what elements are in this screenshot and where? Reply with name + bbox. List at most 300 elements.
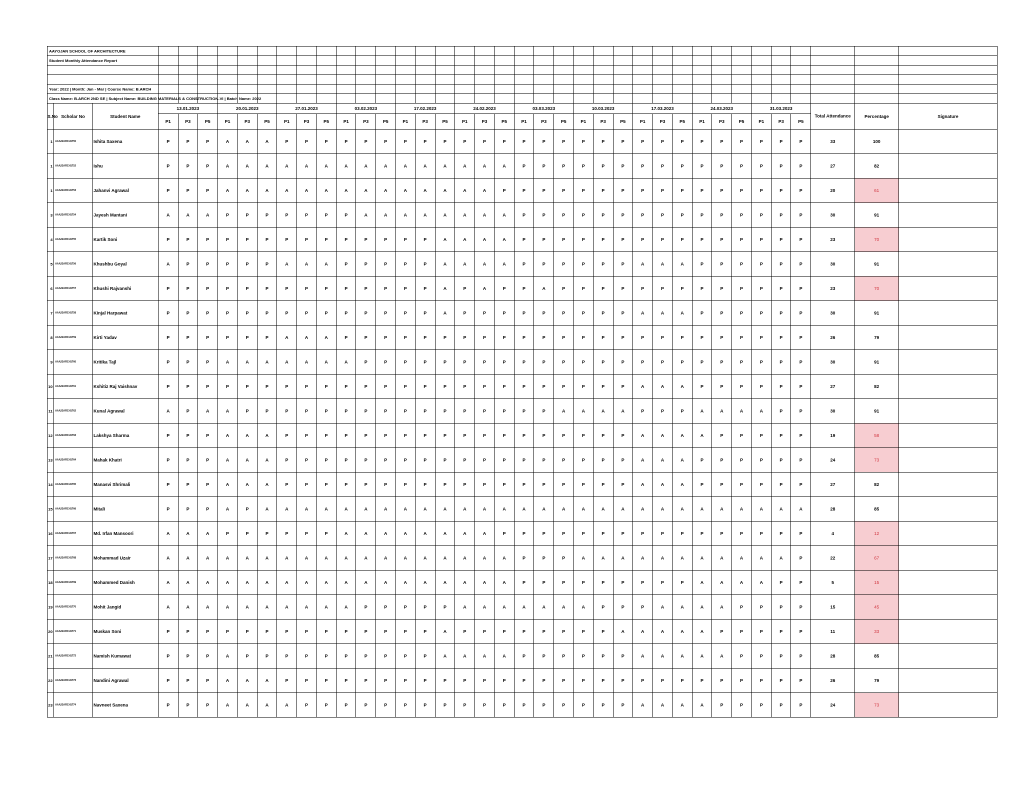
attendance-cell: P bbox=[534, 252, 554, 277]
attendance-cell: A bbox=[415, 521, 435, 546]
scholar-number: AAA22ARCH1774 bbox=[54, 693, 92, 718]
grid-cell bbox=[593, 46, 613, 56]
attendance-cell: A bbox=[237, 546, 257, 571]
total-attendance: 24 bbox=[811, 693, 855, 718]
attendance-cell: P bbox=[376, 252, 396, 277]
attendance-cell: A bbox=[237, 178, 257, 203]
attendance-cell: A bbox=[297, 325, 317, 350]
attendance-cell: A bbox=[218, 472, 238, 497]
attendance-cell: P bbox=[751, 644, 771, 669]
attendance-cell: P bbox=[198, 472, 218, 497]
attendance-cell: P bbox=[198, 693, 218, 718]
total-attendance: 5 bbox=[811, 570, 855, 595]
attendance-cell: P bbox=[613, 448, 633, 473]
attendance-cell: A bbox=[653, 595, 673, 620]
attendance-cell: P bbox=[218, 276, 238, 301]
attendance-cell: P bbox=[475, 350, 495, 375]
attendance-cell: P bbox=[771, 570, 791, 595]
attendance-cell: A bbox=[178, 546, 198, 571]
grid-cell bbox=[475, 46, 495, 56]
attendance-cell: P bbox=[593, 276, 613, 301]
grid-cell bbox=[791, 56, 811, 66]
attendance-cell: P bbox=[277, 301, 297, 326]
attendance-cell: A bbox=[198, 203, 218, 228]
attendance-cell: P bbox=[692, 448, 712, 473]
attendance-cell: A bbox=[712, 595, 732, 620]
period-header: P5 bbox=[791, 114, 811, 130]
grid-cell bbox=[356, 46, 376, 56]
attendance-cell: P bbox=[277, 619, 297, 644]
grid-cell bbox=[732, 84, 752, 94]
attendance-cell: P bbox=[791, 203, 811, 228]
grid-cell bbox=[554, 75, 574, 85]
student-row bbox=[47, 301, 997, 326]
attendance-cell: A bbox=[633, 546, 653, 571]
attendance-cell: A bbox=[415, 546, 435, 571]
attendance-cell: A bbox=[494, 203, 514, 228]
attendance-cell: A bbox=[198, 595, 218, 620]
attendance-cell: A bbox=[435, 570, 455, 595]
attendance-cell: P bbox=[534, 154, 554, 179]
student-row bbox=[47, 252, 997, 277]
attendance-cell: P bbox=[613, 521, 633, 546]
attendance-cell: P bbox=[376, 595, 396, 620]
grid-cell bbox=[732, 56, 752, 66]
grid-cell bbox=[573, 84, 593, 94]
grid-cell bbox=[198, 56, 218, 66]
total-attendance: 22 bbox=[811, 546, 855, 571]
scholar-number: AAA22ARCH1768 bbox=[54, 546, 92, 571]
student-name: Jahanvi Agrawal bbox=[92, 178, 158, 203]
attendance-cell: P bbox=[534, 301, 554, 326]
grid-cell bbox=[672, 75, 692, 85]
attendance-cell: A bbox=[692, 399, 712, 424]
attendance-cell: P bbox=[277, 668, 297, 693]
attendance-cell: P bbox=[297, 448, 317, 473]
attendance-cell: P bbox=[257, 276, 277, 301]
grid-cell bbox=[672, 65, 692, 75]
grid-cell bbox=[178, 75, 198, 85]
attendance-cell: P bbox=[672, 227, 692, 252]
attendance-cell: P bbox=[198, 448, 218, 473]
signature-cell bbox=[899, 423, 998, 448]
student-name: Mahak Khatri bbox=[92, 448, 158, 473]
attendance-cell: P bbox=[672, 129, 692, 154]
serial-number: 17 bbox=[47, 546, 54, 571]
attendance-cell: P bbox=[297, 472, 317, 497]
attendance-cell: P bbox=[771, 619, 791, 644]
attendance-cell: A bbox=[613, 399, 633, 424]
attendance-cell: P bbox=[277, 472, 297, 497]
attendance-cell: P bbox=[316, 276, 336, 301]
attendance-cell: P bbox=[178, 619, 198, 644]
attendance-cell: P bbox=[336, 203, 356, 228]
grid-cell bbox=[277, 56, 297, 66]
attendance-cell: A bbox=[435, 301, 455, 326]
attendance-cell: P bbox=[573, 154, 593, 179]
student-row bbox=[47, 595, 997, 620]
attendance-cell: P bbox=[356, 129, 376, 154]
signature-cell bbox=[899, 203, 998, 228]
period-header: P1 bbox=[455, 114, 475, 130]
student-name: Md. Irfan Mansoori bbox=[92, 521, 158, 546]
attendance-cell: A bbox=[672, 448, 692, 473]
student-name: Jayesh Mantani bbox=[92, 203, 158, 228]
percentage-header: Percentage bbox=[855, 103, 899, 129]
signature-cell bbox=[899, 619, 998, 644]
attendance-cell: P bbox=[316, 472, 336, 497]
attendance-cell: P bbox=[494, 276, 514, 301]
attendance-cell: P bbox=[593, 374, 613, 399]
grid-cell bbox=[396, 65, 416, 75]
period-header: P3 bbox=[653, 114, 673, 130]
grid-cell bbox=[218, 75, 238, 85]
attendance-cell: P bbox=[791, 154, 811, 179]
attendance-cell: P bbox=[573, 276, 593, 301]
attendance-cell: A bbox=[672, 374, 692, 399]
total-attendance: 26 bbox=[811, 325, 855, 350]
attendance-cell: P bbox=[396, 448, 416, 473]
scholar-number: AAA22ARCH1773 bbox=[54, 668, 92, 693]
attendance-cell: P bbox=[218, 301, 238, 326]
grid-cell bbox=[653, 65, 673, 75]
attendance-cell: P bbox=[751, 276, 771, 301]
attendance-cell: P bbox=[455, 693, 475, 718]
serial-number: 6 bbox=[47, 276, 54, 301]
total-attendance: 33 bbox=[811, 129, 855, 154]
attendance-cell: A bbox=[277, 350, 297, 375]
total-attendance-header: Total Attendance bbox=[811, 103, 855, 129]
attendance-cell: P bbox=[396, 595, 416, 620]
attendance-cell: A bbox=[257, 497, 277, 522]
attendance-cell: P bbox=[554, 154, 574, 179]
grid-cell bbox=[297, 84, 317, 94]
attendance-cell: A bbox=[158, 252, 178, 277]
date-header: 13.01.2023 bbox=[158, 103, 217, 114]
sno-header: S.No bbox=[47, 103, 54, 129]
attendance-cell: A bbox=[297, 154, 317, 179]
attendance-cell: A bbox=[494, 252, 514, 277]
attendance-cell: A bbox=[218, 595, 238, 620]
attendance-cell: P bbox=[534, 374, 554, 399]
attendance-cell: P bbox=[475, 668, 495, 693]
attendance-table bbox=[47, 46, 998, 718]
attendance-cell: A bbox=[316, 546, 336, 571]
period-header: P5 bbox=[672, 114, 692, 130]
grid-cell bbox=[855, 94, 899, 104]
grid-cell bbox=[593, 56, 613, 66]
attendance-cell: P bbox=[554, 619, 574, 644]
grid-cell bbox=[316, 65, 336, 75]
grid-cell bbox=[855, 46, 899, 56]
attendance-cell: P bbox=[613, 472, 633, 497]
grid-cell bbox=[218, 46, 238, 56]
attendance-cell: A bbox=[672, 546, 692, 571]
attendance-cell: P bbox=[633, 521, 653, 546]
attendance-cell: P bbox=[613, 570, 633, 595]
grid-cell bbox=[198, 65, 218, 75]
attendance-cell: P bbox=[158, 301, 178, 326]
grid-cell bbox=[811, 46, 855, 56]
attendance-cell: P bbox=[554, 644, 574, 669]
attendance-cell: P bbox=[475, 472, 495, 497]
attendance-sheet bbox=[47, 46, 998, 718]
attendance-cell: A bbox=[771, 497, 791, 522]
grid-cell bbox=[435, 84, 455, 94]
attendance-cell: P bbox=[178, 423, 198, 448]
attendance-cell: P bbox=[692, 374, 712, 399]
attendance-cell: P bbox=[712, 423, 732, 448]
attendance-cell: P bbox=[514, 252, 534, 277]
attendance-cell: P bbox=[415, 595, 435, 620]
attendance-cell: P bbox=[712, 448, 732, 473]
attendance-cell: A bbox=[277, 154, 297, 179]
grid-cell bbox=[613, 65, 633, 75]
attendance-cell: A bbox=[218, 570, 238, 595]
attendance-cell: A bbox=[336, 595, 356, 620]
attendance-cell: P bbox=[316, 619, 336, 644]
total-attendance: 30 bbox=[811, 301, 855, 326]
attendance-cell: P bbox=[415, 693, 435, 718]
student-row bbox=[47, 521, 997, 546]
attendance-cell: P bbox=[455, 472, 475, 497]
attendance-cell: P bbox=[158, 619, 178, 644]
attendance-cell: P bbox=[455, 301, 475, 326]
attendance-cell: P bbox=[672, 276, 692, 301]
attendance-cell: A bbox=[633, 472, 653, 497]
serial-number: 8 bbox=[47, 325, 54, 350]
attendance-cell: A bbox=[475, 497, 495, 522]
grid-cell bbox=[573, 75, 593, 85]
attendance-cell: A bbox=[554, 595, 574, 620]
attendance-cell: P bbox=[593, 227, 613, 252]
attendance-cell: P bbox=[771, 129, 791, 154]
attendance-cell: A bbox=[277, 178, 297, 203]
grid-cell bbox=[455, 94, 475, 104]
attendance-cell: P bbox=[771, 693, 791, 718]
grid-cell bbox=[356, 65, 376, 75]
grid-cell bbox=[633, 75, 653, 85]
attendance-cell: P bbox=[771, 399, 791, 424]
attendance-cell: A bbox=[297, 497, 317, 522]
attendance-cell: P bbox=[514, 399, 534, 424]
attendance-cell: A bbox=[732, 399, 752, 424]
attendance-cell: P bbox=[554, 203, 574, 228]
attendance-cell: A bbox=[336, 178, 356, 203]
scholar-number: AAA22ARCH1765 bbox=[54, 472, 92, 497]
attendance-cell: A bbox=[178, 595, 198, 620]
grid-cell bbox=[297, 94, 317, 104]
grid-cell bbox=[751, 84, 771, 94]
period-header: P5 bbox=[554, 114, 574, 130]
attendance-cell: P bbox=[534, 570, 554, 595]
student-name: Lakshya Sharma bbox=[92, 423, 158, 448]
attendance-cell: P bbox=[633, 178, 653, 203]
grid-cell bbox=[672, 84, 692, 94]
attendance-cell: A bbox=[455, 521, 475, 546]
attendance-cell: P bbox=[396, 301, 416, 326]
scholar-number: AAA22ARCH1759 bbox=[54, 325, 92, 350]
grid-cell bbox=[751, 46, 771, 56]
total-attendance: 26 bbox=[811, 668, 855, 693]
attendance-cell: P bbox=[653, 154, 673, 179]
grid-cell bbox=[396, 84, 416, 94]
attendance-cell: A bbox=[653, 301, 673, 326]
attendance-cell: A bbox=[633, 644, 653, 669]
attendance-cell: P bbox=[396, 276, 416, 301]
percentage: 70 bbox=[855, 227, 899, 252]
attendance-cell: P bbox=[475, 301, 495, 326]
attendance-cell: P bbox=[514, 423, 534, 448]
grid-cell bbox=[237, 75, 257, 85]
attendance-cell: P bbox=[356, 301, 376, 326]
grid-cell bbox=[435, 94, 455, 104]
attendance-cell: A bbox=[178, 521, 198, 546]
attendance-cell: P bbox=[356, 619, 376, 644]
attendance-cell: P bbox=[554, 521, 574, 546]
attendance-cell: P bbox=[178, 448, 198, 473]
grid-cell bbox=[732, 75, 752, 85]
attendance-cell: P bbox=[455, 399, 475, 424]
attendance-cell: P bbox=[751, 129, 771, 154]
attendance-cell: P bbox=[435, 472, 455, 497]
serial-number: 4 bbox=[47, 227, 54, 252]
percentage: 79 bbox=[855, 668, 899, 693]
scholar-number: AAA22ARCH1755 bbox=[54, 227, 92, 252]
attendance-cell: A bbox=[237, 570, 257, 595]
signature-cell bbox=[899, 154, 998, 179]
attendance-cell: P bbox=[633, 203, 653, 228]
attendance-cell: P bbox=[692, 276, 712, 301]
attendance-cell: P bbox=[732, 472, 752, 497]
attendance-cell: A bbox=[257, 693, 277, 718]
attendance-cell: P bbox=[534, 423, 554, 448]
grid-cell bbox=[593, 75, 613, 85]
attendance-cell: A bbox=[277, 570, 297, 595]
serial-number: 10 bbox=[47, 374, 54, 399]
attendance-cell: P bbox=[613, 276, 633, 301]
grid-cell bbox=[692, 75, 712, 85]
attendance-cell: A bbox=[554, 399, 574, 424]
attendance-cell: P bbox=[198, 374, 218, 399]
grid-cell bbox=[455, 84, 475, 94]
attendance-cell: P bbox=[277, 374, 297, 399]
attendance-cell: A bbox=[237, 472, 257, 497]
attendance-cell: A bbox=[494, 546, 514, 571]
attendance-cell: P bbox=[257, 521, 277, 546]
grid-cell bbox=[316, 56, 336, 66]
attendance-cell: P bbox=[554, 252, 574, 277]
attendance-cell: P bbox=[396, 227, 416, 252]
attendance-cell: P bbox=[475, 448, 495, 473]
attendance-cell: P bbox=[593, 595, 613, 620]
attendance-cell: P bbox=[277, 644, 297, 669]
grid-cell bbox=[455, 46, 475, 56]
attendance-cell: A bbox=[672, 497, 692, 522]
attendance-cell: A bbox=[573, 595, 593, 620]
attendance-cell: P bbox=[297, 203, 317, 228]
serial-number: 3 bbox=[47, 203, 54, 228]
grid-cell bbox=[218, 84, 238, 94]
attendance-cell: P bbox=[751, 203, 771, 228]
attendance-cell: P bbox=[514, 301, 534, 326]
attendance-cell: P bbox=[751, 472, 771, 497]
attendance-cell: A bbox=[692, 423, 712, 448]
attendance-cell: P bbox=[712, 374, 732, 399]
attendance-cell: P bbox=[573, 203, 593, 228]
attendance-cell: P bbox=[771, 668, 791, 693]
signature-cell bbox=[899, 521, 998, 546]
grid-cell bbox=[158, 46, 178, 56]
attendance-cell: P bbox=[218, 227, 238, 252]
grid-cell bbox=[855, 65, 899, 75]
attendance-cell: P bbox=[554, 668, 574, 693]
attendance-cell: A bbox=[297, 252, 317, 277]
attendance-cell: P bbox=[178, 301, 198, 326]
grid-cell bbox=[237, 46, 257, 56]
serial-number: 9 bbox=[47, 350, 54, 375]
signature-cell bbox=[899, 693, 998, 718]
percentage: 100 bbox=[855, 129, 899, 154]
attendance-cell: P bbox=[653, 227, 673, 252]
signature-cell bbox=[899, 129, 998, 154]
attendance-cell: A bbox=[573, 546, 593, 571]
attendance-cell: A bbox=[257, 423, 277, 448]
attendance-cell: A bbox=[178, 570, 198, 595]
attendance-cell: P bbox=[732, 129, 752, 154]
attendance-cell: P bbox=[415, 472, 435, 497]
grid-cell bbox=[158, 75, 178, 85]
grid-cell bbox=[593, 84, 613, 94]
student-row bbox=[47, 423, 997, 448]
attendance-cell: A bbox=[435, 203, 455, 228]
attendance-cell: P bbox=[633, 595, 653, 620]
attendance-cell: P bbox=[356, 472, 376, 497]
signature-cell bbox=[899, 350, 998, 375]
attendance-cell: P bbox=[514, 546, 534, 571]
attendance-cell: A bbox=[692, 619, 712, 644]
percentage: 82 bbox=[855, 472, 899, 497]
attendance-cell: P bbox=[356, 423, 376, 448]
attendance-cell: P bbox=[376, 423, 396, 448]
attendance-cell: A bbox=[376, 497, 396, 522]
attendance-cell: P bbox=[415, 619, 435, 644]
attendance-cell: P bbox=[751, 178, 771, 203]
signature-cell bbox=[899, 448, 998, 473]
attendance-cell: A bbox=[218, 129, 238, 154]
total-attendance: 30 bbox=[811, 399, 855, 424]
grid-cell bbox=[613, 56, 633, 66]
attendance-cell: P bbox=[573, 178, 593, 203]
grid-cell bbox=[415, 46, 435, 56]
student-name: Mohammed Danish bbox=[92, 570, 158, 595]
attendance-cell: P bbox=[178, 668, 198, 693]
attendance-cell: A bbox=[257, 472, 277, 497]
period-header: P5 bbox=[257, 114, 277, 130]
student-name: Kshitiz Raj Vaishnav bbox=[92, 374, 158, 399]
attendance-cell: A bbox=[198, 399, 218, 424]
attendance-cell: A bbox=[376, 521, 396, 546]
attendance-cell: P bbox=[613, 374, 633, 399]
grid-cell bbox=[692, 56, 712, 66]
attendance-cell: P bbox=[218, 374, 238, 399]
period-header: P3 bbox=[771, 114, 791, 130]
grid-cell bbox=[158, 84, 178, 94]
attendance-cell: P bbox=[415, 644, 435, 669]
attendance-cell: P bbox=[396, 129, 416, 154]
attendance-cell: P bbox=[751, 374, 771, 399]
grid-cell bbox=[297, 65, 317, 75]
